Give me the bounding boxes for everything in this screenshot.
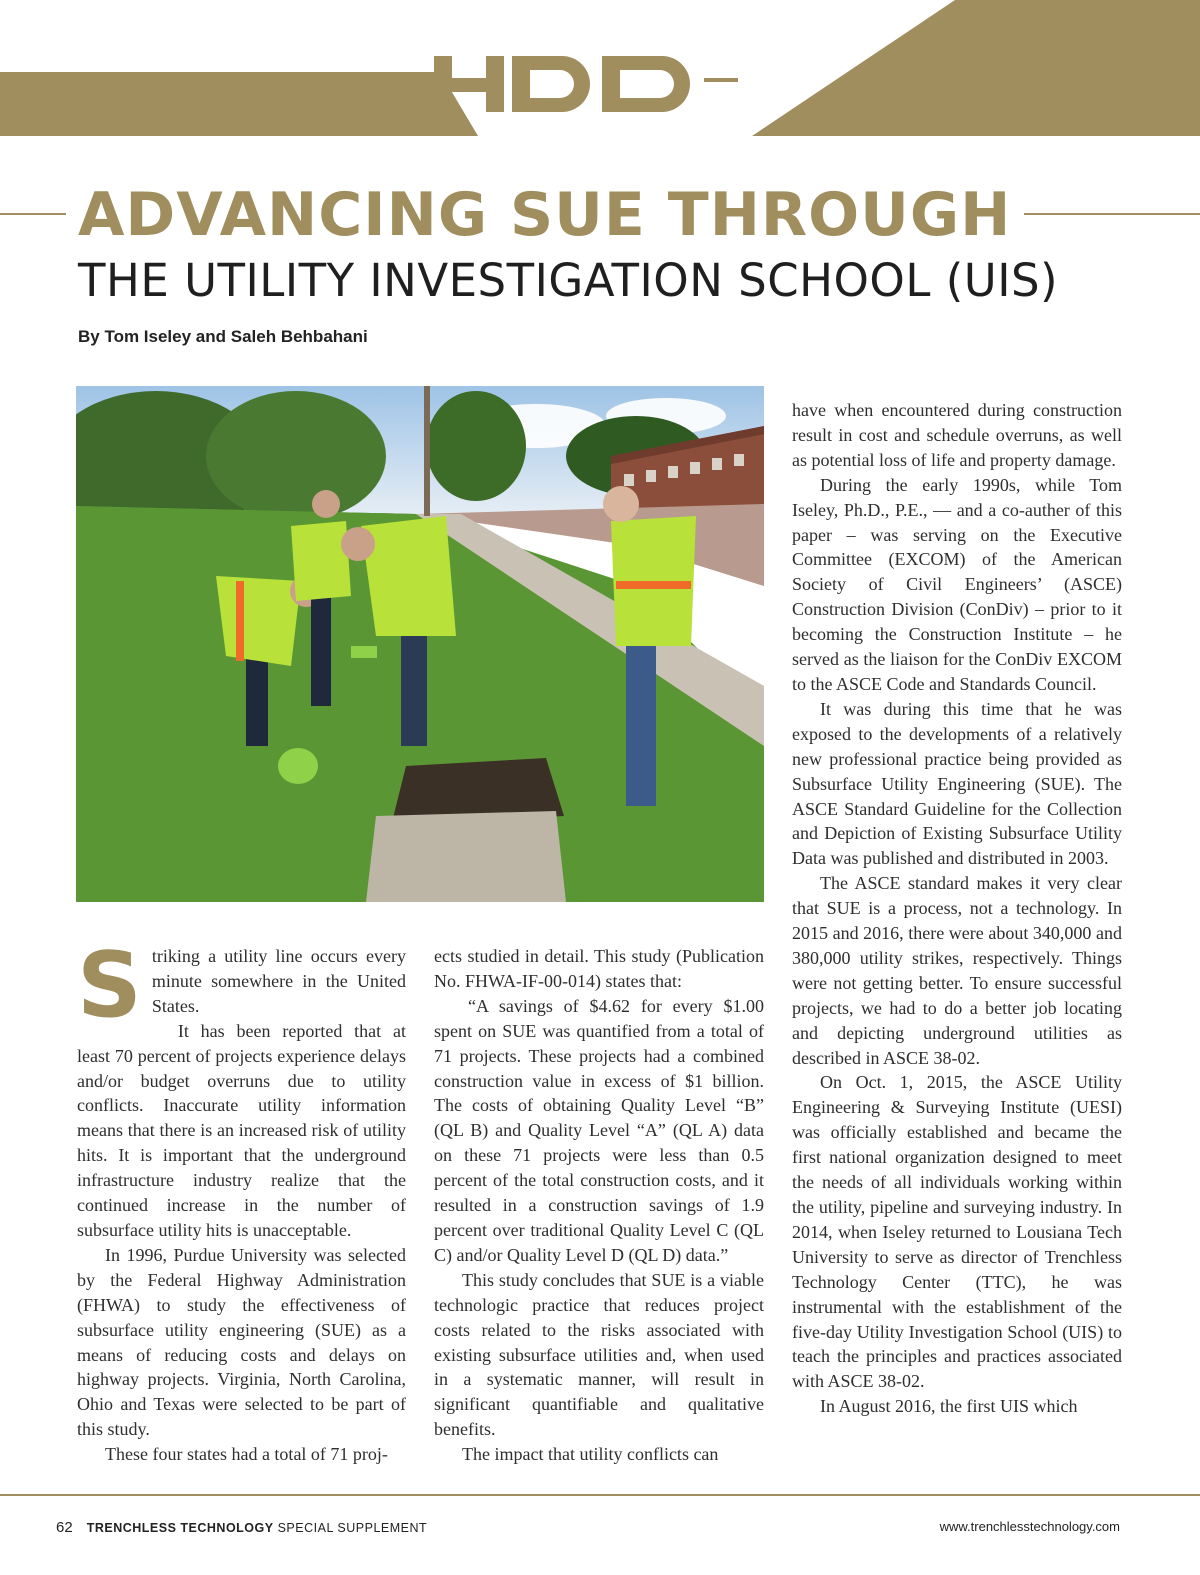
website-link[interactable]: www.trenchlesstechnology.com xyxy=(939,1519,1120,1534)
paragraph: ects studied in detail. This study (Publication No. FHWA-IF-00-014) states that: xyxy=(434,946,764,991)
quote-paragraph: “A savings of $4.62 for every $1.00 spent on SUE was quantified from a total of 71 projects. These projects had a combined construction value in excess of $1 billion. The costs of obtaining Quality Level “B” (QL B) and Quality Level “A” (QL A) data on these 71 projects were less than 0.5 percent of the total construction costs, and it resulted in a construction savings of 1.9 percent over traditional Quality Level C (QL C) and/or Quality Level D (QL D) data.” xyxy=(434,995,764,1265)
title-rule-right xyxy=(1024,213,1200,215)
hdd-logo xyxy=(412,52,742,122)
drop-cap: S xyxy=(77,933,142,1038)
paragraph: triking a utility line occurs every minute somewhere in the United States. xyxy=(151,946,406,1016)
paragraph: In August 2016, the first UIS which xyxy=(820,1396,1078,1417)
publication-name: TRENCHLESS TECHNOLOGY xyxy=(86,1521,274,1535)
byline: By Tom Iseley and Saleh Behbahani xyxy=(78,327,368,346)
section-name: SPECIAL SUPPLEMENT xyxy=(277,1521,428,1535)
title-rule-left xyxy=(0,213,66,215)
paragraph: On Oct. 1, 2015, the ASCE Utility Engineering & Surveying Institute (UESI) was officially established and became the first national organization designed to meet the needs of all individuals working within the utility, pipeline and surveying industry. In 2014, when Iseley returned to Lousiana Tech University to serve as director of Trenchless Technology Center (TTC), he was instrumental with the establishment of the five-day Utility Investigation School (UIS) to teach the principles and practices associated with ASCE 38-02. xyxy=(792,1072,1122,1392)
paragraph: It has been reported that at least 70 percent of projects experience delays and/or budget overruns due to utility conflicts. Inaccurate utility information means that there is an increased risk of utility hits. It is important that the underground infrastructure industry realize that the continued increase in the number of subsurface utility hits is unacceptable. xyxy=(77,1020,406,1240)
paragraph: have when encountered during construction result in cost and schedule overruns, as well as potential loss of life and property damage. xyxy=(792,400,1122,470)
header-banner xyxy=(0,0,1200,140)
paragraph: The ASCE standard makes it very clear that SUE is a process, not a technology. In 2015 and 2016, there were about 340,000 and 380,000 utility strikes, respectively. Things were not getting better. To ensure successful projects, we had to do a better job locating and depicting underground utilities as described in ASCE 38-02. xyxy=(792,873,1122,1068)
article-column-3 xyxy=(792,398,1122,1419)
paragraph: In 1996, Purdue University was selected by the Federal Highway Administration (FHWA) to study the effectiveness of subsurface utility engineering (SUE) as a means of reducing costs and delays on highway projects. Virginia, North Carolina, Ohio and Texas were selected to be part of this study. xyxy=(77,1244,406,1440)
article-column-1 xyxy=(77,933,406,1467)
footer-publication xyxy=(56,1519,427,1536)
footer-rule xyxy=(0,1494,1200,1496)
logo-text: HDD xyxy=(412,52,415,53)
subheadline: THE UTILITY INVESTIGATION SCHOOL (UIS) xyxy=(78,254,1059,307)
paragraph: This study concludes that SUE is a viable technologic practice that reduces project costs related to the risks associated with existing subsurface utilities and, when used in a systematic manner, will result in significant quantifiable and qualitative benefits. xyxy=(434,1269,764,1440)
headline: ADVANCING SUE THROUGH xyxy=(78,180,1012,250)
paragraph: During the early 1990s, while Tom Iseley, Ph.D., P.E., — and a co-auther of this paper – was serving on the Executive Committee (EXCOM) of the American Society of Civil Engineers’ (ASCE) Construction Division (ConDiv) – prior to it becoming the Construction Institute – he served as the liaison for the ConDiv EXCOM to the ASCE Code and Standards Council. xyxy=(792,474,1122,694)
paragraph: It was during this time that he was exposed to the developments of a relatively new professional practice being provided as Subsurface Utility Engineering (SUE). The ASCE Standard Guideline for the Collection and Depiction of Existing Subsurface Utility Data was published and distributed in 2003. xyxy=(792,698,1122,869)
article-column-2 xyxy=(434,944,764,1467)
paragraph: These four states had a total of 71 proj- xyxy=(105,1444,388,1465)
page-number: 62 xyxy=(56,1519,73,1536)
field-crew-photo xyxy=(76,386,764,902)
paragraph: The impact that utility conflicts can xyxy=(462,1444,719,1465)
